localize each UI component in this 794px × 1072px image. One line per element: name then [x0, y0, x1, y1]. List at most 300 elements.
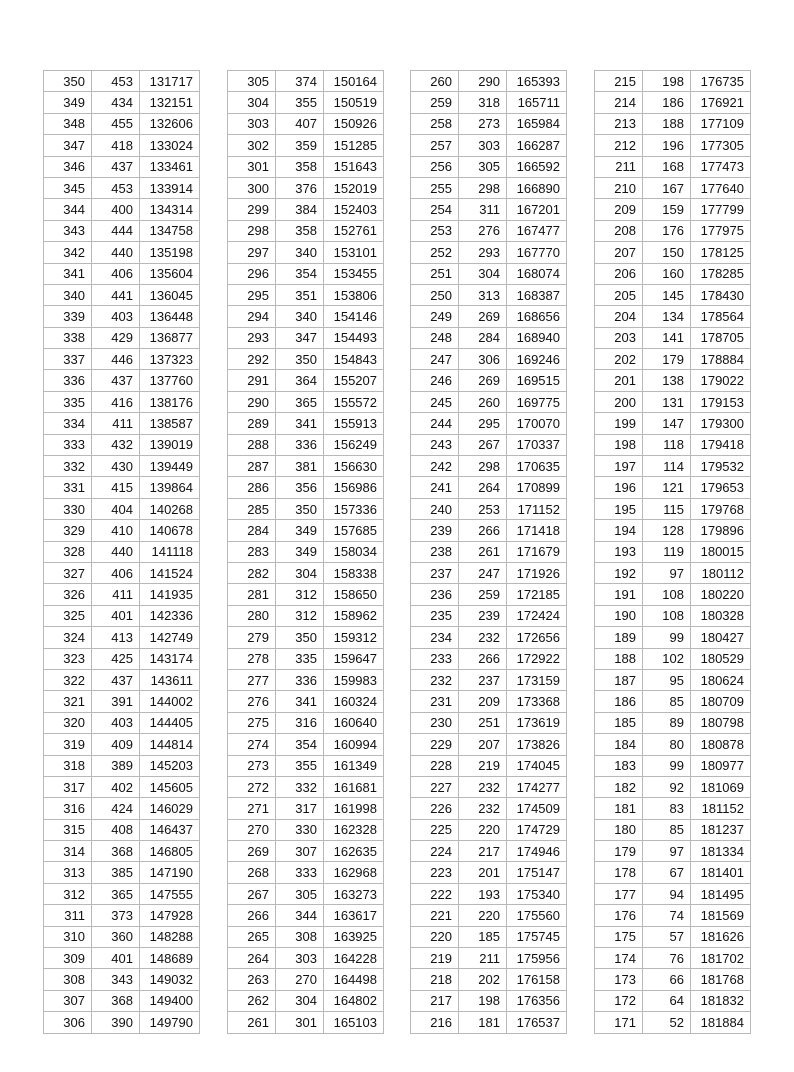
count-cell: 74 — [643, 905, 691, 926]
score-cell: 239 — [411, 520, 459, 541]
cumulative-cell: 179768 — [691, 498, 751, 519]
cumulative-cell: 179022 — [691, 370, 751, 391]
cumulative-cell: 181569 — [691, 905, 751, 926]
table-row — [411, 477, 567, 498]
cumulative-cell: 177305 — [691, 135, 751, 156]
table-row — [411, 242, 567, 263]
count-cell: 440 — [92, 242, 140, 263]
count-cell: 95 — [643, 669, 691, 690]
table-row — [44, 92, 200, 113]
cumulative-cell: 154843 — [324, 349, 384, 370]
score-cell: 197 — [595, 456, 643, 477]
cumulative-cell: 140678 — [140, 520, 200, 541]
score-cell: 210 — [595, 177, 643, 198]
table-row — [44, 755, 200, 776]
count-cell: 307 — [276, 841, 324, 862]
cumulative-cell: 180112 — [691, 562, 751, 583]
score-table-column-1 — [43, 70, 200, 1034]
table-row — [228, 883, 384, 904]
score-cell: 199 — [595, 413, 643, 434]
score-cell: 324 — [44, 627, 92, 648]
count-cell: 237 — [459, 669, 507, 690]
table-row — [411, 71, 567, 92]
score-cell: 331 — [44, 477, 92, 498]
count-cell: 147 — [643, 413, 691, 434]
count-cell: 209 — [459, 691, 507, 712]
table-row — [228, 541, 384, 562]
count-cell: 267 — [459, 434, 507, 455]
table-row — [411, 969, 567, 990]
score-cell: 323 — [44, 648, 92, 669]
cumulative-cell: 164498 — [324, 969, 384, 990]
cumulative-cell: 174277 — [507, 776, 567, 797]
table-row — [595, 691, 751, 712]
count-cell: 424 — [92, 798, 140, 819]
table-row — [228, 819, 384, 840]
table-row — [411, 905, 567, 926]
table-row — [411, 156, 567, 177]
score-cell: 256 — [411, 156, 459, 177]
table-row — [411, 413, 567, 434]
score-cell: 322 — [44, 669, 92, 690]
score-cell: 217 — [411, 990, 459, 1011]
count-cell: 115 — [643, 498, 691, 519]
score-cell: 267 — [228, 883, 276, 904]
cumulative-cell: 180328 — [691, 605, 751, 626]
cumulative-cell: 169246 — [507, 349, 567, 370]
score-cell: 272 — [228, 776, 276, 797]
cumulative-cell: 173619 — [507, 712, 567, 733]
table-row — [595, 883, 751, 904]
table-row — [44, 1012, 200, 1033]
count-cell: 349 — [276, 520, 324, 541]
table-row — [595, 562, 751, 583]
cumulative-cell: 147190 — [140, 862, 200, 883]
score-cell: 269 — [228, 841, 276, 862]
score-cell: 326 — [44, 584, 92, 605]
table-row — [228, 948, 384, 969]
count-cell: 444 — [92, 220, 140, 241]
count-cell: 355 — [276, 92, 324, 113]
count-cell: 251 — [459, 712, 507, 733]
table-row — [411, 712, 567, 733]
cumulative-cell: 143174 — [140, 648, 200, 669]
count-cell: 298 — [459, 456, 507, 477]
score-cell: 252 — [411, 242, 459, 263]
count-cell: 145 — [643, 284, 691, 305]
cumulative-cell: 180798 — [691, 712, 751, 733]
count-cell: 347 — [276, 327, 324, 348]
score-cell: 342 — [44, 242, 92, 263]
score-cell: 245 — [411, 391, 459, 412]
table-row — [228, 306, 384, 327]
cumulative-cell: 136877 — [140, 327, 200, 348]
count-cell: 368 — [92, 841, 140, 862]
cumulative-cell: 141118 — [140, 541, 200, 562]
table-row — [411, 498, 567, 519]
count-cell: 441 — [92, 284, 140, 305]
score-cell: 202 — [595, 349, 643, 370]
table-row — [44, 263, 200, 284]
table-row — [595, 862, 751, 883]
count-cell: 89 — [643, 712, 691, 733]
cumulative-cell: 165711 — [507, 92, 567, 113]
score-cell: 180 — [595, 819, 643, 840]
count-cell: 358 — [276, 220, 324, 241]
table-row — [595, 156, 751, 177]
table-row — [228, 691, 384, 712]
table-row — [595, 627, 751, 648]
count-cell: 211 — [459, 948, 507, 969]
cumulative-cell: 161349 — [324, 755, 384, 776]
table-row — [411, 284, 567, 305]
score-cell: 205 — [595, 284, 643, 305]
table-row — [228, 1012, 384, 1033]
table-row — [44, 113, 200, 134]
score-cell: 265 — [228, 926, 276, 947]
score-cell: 284 — [228, 520, 276, 541]
table-row — [44, 220, 200, 241]
count-cell: 266 — [459, 520, 507, 541]
cumulative-cell: 170635 — [507, 456, 567, 477]
cumulative-cell: 152019 — [324, 177, 384, 198]
score-cell: 207 — [595, 242, 643, 263]
cumulative-cell: 155572 — [324, 391, 384, 412]
table-row — [411, 1012, 567, 1033]
score-cell: 348 — [44, 113, 92, 134]
score-cell: 314 — [44, 841, 92, 862]
table-row — [228, 156, 384, 177]
table-row — [595, 177, 751, 198]
cumulative-cell: 165103 — [324, 1012, 384, 1033]
cumulative-cell: 142749 — [140, 627, 200, 648]
count-cell: 85 — [643, 819, 691, 840]
cumulative-cell: 163617 — [324, 905, 384, 926]
count-cell: 298 — [459, 177, 507, 198]
score-cell: 259 — [411, 92, 459, 113]
count-cell: 181 — [459, 1012, 507, 1033]
score-cell: 183 — [595, 755, 643, 776]
cumulative-cell: 134758 — [140, 220, 200, 241]
cumulative-cell: 172656 — [507, 627, 567, 648]
table-row — [411, 798, 567, 819]
cumulative-cell: 165984 — [507, 113, 567, 134]
table-row — [595, 905, 751, 926]
table-row — [595, 327, 751, 348]
count-cell: 364 — [276, 370, 324, 391]
cumulative-cell: 179300 — [691, 413, 751, 434]
count-cell: 232 — [459, 776, 507, 797]
table-row — [411, 755, 567, 776]
table-row — [44, 584, 200, 605]
score-cell: 296 — [228, 263, 276, 284]
count-cell: 355 — [276, 755, 324, 776]
score-cell: 343 — [44, 220, 92, 241]
count-cell: 202 — [459, 969, 507, 990]
score-cell: 253 — [411, 220, 459, 241]
cumulative-cell: 141935 — [140, 584, 200, 605]
cumulative-cell: 137323 — [140, 349, 200, 370]
score-cell: 345 — [44, 177, 92, 198]
cumulative-cell: 181401 — [691, 862, 751, 883]
cumulative-cell: 157336 — [324, 498, 384, 519]
cumulative-cell: 160324 — [324, 691, 384, 712]
score-cell: 241 — [411, 477, 459, 498]
count-cell: 429 — [92, 327, 140, 348]
table-row — [44, 456, 200, 477]
cumulative-cell: 155207 — [324, 370, 384, 391]
count-cell: 373 — [92, 905, 140, 926]
score-cell: 311 — [44, 905, 92, 926]
score-cell: 254 — [411, 199, 459, 220]
score-cell: 283 — [228, 541, 276, 562]
count-cell: 350 — [276, 498, 324, 519]
score-table-column-3 — [410, 70, 567, 1034]
score-cell: 281 — [228, 584, 276, 605]
table-row — [411, 948, 567, 969]
score-cell: 214 — [595, 92, 643, 113]
table-row — [228, 370, 384, 391]
cumulative-cell: 177640 — [691, 177, 751, 198]
cumulative-cell: 181768 — [691, 969, 751, 990]
table-row — [411, 605, 567, 626]
score-cell: 211 — [595, 156, 643, 177]
count-cell: 312 — [276, 605, 324, 626]
score-cell: 234 — [411, 627, 459, 648]
score-cell: 174 — [595, 948, 643, 969]
score-cell: 336 — [44, 370, 92, 391]
cumulative-cell: 181495 — [691, 883, 751, 904]
count-cell: 408 — [92, 819, 140, 840]
table-row — [44, 349, 200, 370]
count-cell: 261 — [459, 541, 507, 562]
cumulative-cell: 136045 — [140, 284, 200, 305]
cumulative-cell: 146029 — [140, 798, 200, 819]
cumulative-cell: 139449 — [140, 456, 200, 477]
table-row — [228, 584, 384, 605]
score-cell: 339 — [44, 306, 92, 327]
score-cell: 338 — [44, 327, 92, 348]
score-cell: 340 — [44, 284, 92, 305]
count-cell: 121 — [643, 477, 691, 498]
score-cell: 173 — [595, 969, 643, 990]
cumulative-cell: 169515 — [507, 370, 567, 391]
count-cell: 97 — [643, 841, 691, 862]
cumulative-cell: 139864 — [140, 477, 200, 498]
table-row — [44, 862, 200, 883]
score-cell: 344 — [44, 199, 92, 220]
table-row — [411, 327, 567, 348]
cumulative-cell: 175745 — [507, 926, 567, 947]
count-cell: 376 — [276, 177, 324, 198]
table-row — [595, 220, 751, 241]
table-row — [411, 177, 567, 198]
table-row — [411, 520, 567, 541]
cumulative-cell: 133461 — [140, 156, 200, 177]
score-cell: 255 — [411, 177, 459, 198]
table-row — [595, 798, 751, 819]
cumulative-cell: 177473 — [691, 156, 751, 177]
cumulative-cell: 174946 — [507, 841, 567, 862]
table-row — [228, 862, 384, 883]
table-row — [228, 969, 384, 990]
count-cell: 138 — [643, 370, 691, 391]
score-cell: 206 — [595, 263, 643, 284]
table-row — [228, 477, 384, 498]
cumulative-cell: 133024 — [140, 135, 200, 156]
table-row — [228, 263, 384, 284]
cumulative-cell: 171418 — [507, 520, 567, 541]
count-cell: 76 — [643, 948, 691, 969]
score-cell: 277 — [228, 669, 276, 690]
count-cell: 400 — [92, 199, 140, 220]
score-cell: 287 — [228, 456, 276, 477]
table-row — [44, 905, 200, 926]
score-cell: 270 — [228, 819, 276, 840]
count-cell: 284 — [459, 327, 507, 348]
cumulative-cell: 165393 — [507, 71, 567, 92]
table-row — [595, 520, 751, 541]
table-row — [228, 755, 384, 776]
score-cell: 175 — [595, 926, 643, 947]
table-row — [44, 926, 200, 947]
score-cell: 333 — [44, 434, 92, 455]
cumulative-cell: 158650 — [324, 584, 384, 605]
count-cell: 415 — [92, 477, 140, 498]
cumulative-cell: 146437 — [140, 819, 200, 840]
table-row — [411, 691, 567, 712]
cumulative-cell: 176735 — [691, 71, 751, 92]
score-cell: 219 — [411, 948, 459, 969]
cumulative-cell: 145605 — [140, 776, 200, 797]
count-cell: 403 — [92, 306, 140, 327]
score-cell: 176 — [595, 905, 643, 926]
cumulative-cell: 143611 — [140, 669, 200, 690]
cumulative-cell: 180977 — [691, 755, 751, 776]
count-cell: 198 — [643, 71, 691, 92]
table-row — [44, 199, 200, 220]
count-cell: 188 — [643, 113, 691, 134]
count-cell: 406 — [92, 263, 140, 284]
score-cell: 313 — [44, 862, 92, 883]
score-cell: 208 — [595, 220, 643, 241]
score-cell: 309 — [44, 948, 92, 969]
score-cell: 189 — [595, 627, 643, 648]
score-cell: 216 — [411, 1012, 459, 1033]
table-row — [228, 349, 384, 370]
score-cell: 225 — [411, 819, 459, 840]
count-cell: 446 — [92, 349, 140, 370]
score-cell: 182 — [595, 776, 643, 797]
table-row — [411, 669, 567, 690]
count-cell: 350 — [276, 349, 324, 370]
score-cell: 305 — [228, 71, 276, 92]
count-cell: 83 — [643, 798, 691, 819]
cumulative-cell: 177975 — [691, 220, 751, 241]
cumulative-cell: 164802 — [324, 990, 384, 1011]
cumulative-cell: 158962 — [324, 605, 384, 626]
cumulative-cell: 138176 — [140, 391, 200, 412]
table-row — [228, 327, 384, 348]
cumulative-cell: 175560 — [507, 905, 567, 926]
table-row — [595, 263, 751, 284]
score-cell: 172 — [595, 990, 643, 1011]
count-cell: 365 — [276, 391, 324, 412]
count-cell: 349 — [276, 541, 324, 562]
score-cell: 222 — [411, 883, 459, 904]
count-cell: 404 — [92, 498, 140, 519]
count-cell: 266 — [459, 648, 507, 669]
cumulative-cell: 166287 — [507, 135, 567, 156]
table-row — [228, 734, 384, 755]
score-cell: 271 — [228, 798, 276, 819]
cumulative-cell: 178285 — [691, 263, 751, 284]
count-cell: 64 — [643, 990, 691, 1011]
count-cell: 410 — [92, 520, 140, 541]
score-cell: 310 — [44, 926, 92, 947]
score-cell: 315 — [44, 819, 92, 840]
score-cell: 275 — [228, 712, 276, 733]
count-cell: 201 — [459, 862, 507, 883]
count-cell: 365 — [92, 883, 140, 904]
table-row — [595, 349, 751, 370]
count-cell: 317 — [276, 798, 324, 819]
score-cell: 282 — [228, 562, 276, 583]
cumulative-cell: 157685 — [324, 520, 384, 541]
score-cell: 198 — [595, 434, 643, 455]
count-cell: 308 — [276, 926, 324, 947]
cumulative-cell: 170337 — [507, 434, 567, 455]
table-row — [411, 391, 567, 412]
score-cell: 316 — [44, 798, 92, 819]
score-cell: 233 — [411, 648, 459, 669]
table-row — [44, 434, 200, 455]
table-row — [228, 242, 384, 263]
score-cell: 298 — [228, 220, 276, 241]
score-cell: 185 — [595, 712, 643, 733]
table-row — [595, 306, 751, 327]
cumulative-cell: 160994 — [324, 734, 384, 755]
count-cell: 293 — [459, 242, 507, 263]
count-cell: 303 — [459, 135, 507, 156]
table-row — [411, 841, 567, 862]
table-row — [595, 990, 751, 1011]
table-row — [411, 541, 567, 562]
score-cell: 303 — [228, 113, 276, 134]
score-cell: 334 — [44, 413, 92, 434]
count-cell: 434 — [92, 92, 140, 113]
count-cell: 312 — [276, 584, 324, 605]
cumulative-cell: 151285 — [324, 135, 384, 156]
cumulative-cell: 179653 — [691, 477, 751, 498]
score-cell: 308 — [44, 969, 92, 990]
cumulative-cell: 159983 — [324, 669, 384, 690]
cumulative-cell: 176921 — [691, 92, 751, 113]
count-cell: 97 — [643, 562, 691, 583]
table-row — [44, 391, 200, 412]
count-cell: 128 — [643, 520, 691, 541]
cumulative-cell: 136448 — [140, 306, 200, 327]
table-row — [228, 456, 384, 477]
score-cell: 262 — [228, 990, 276, 1011]
cumulative-cell: 180878 — [691, 734, 751, 755]
cumulative-cell: 168387 — [507, 284, 567, 305]
table-row — [44, 990, 200, 1011]
count-cell: 401 — [92, 605, 140, 626]
table-row — [411, 349, 567, 370]
cumulative-cell: 167770 — [507, 242, 567, 263]
score-cell: 341 — [44, 263, 92, 284]
